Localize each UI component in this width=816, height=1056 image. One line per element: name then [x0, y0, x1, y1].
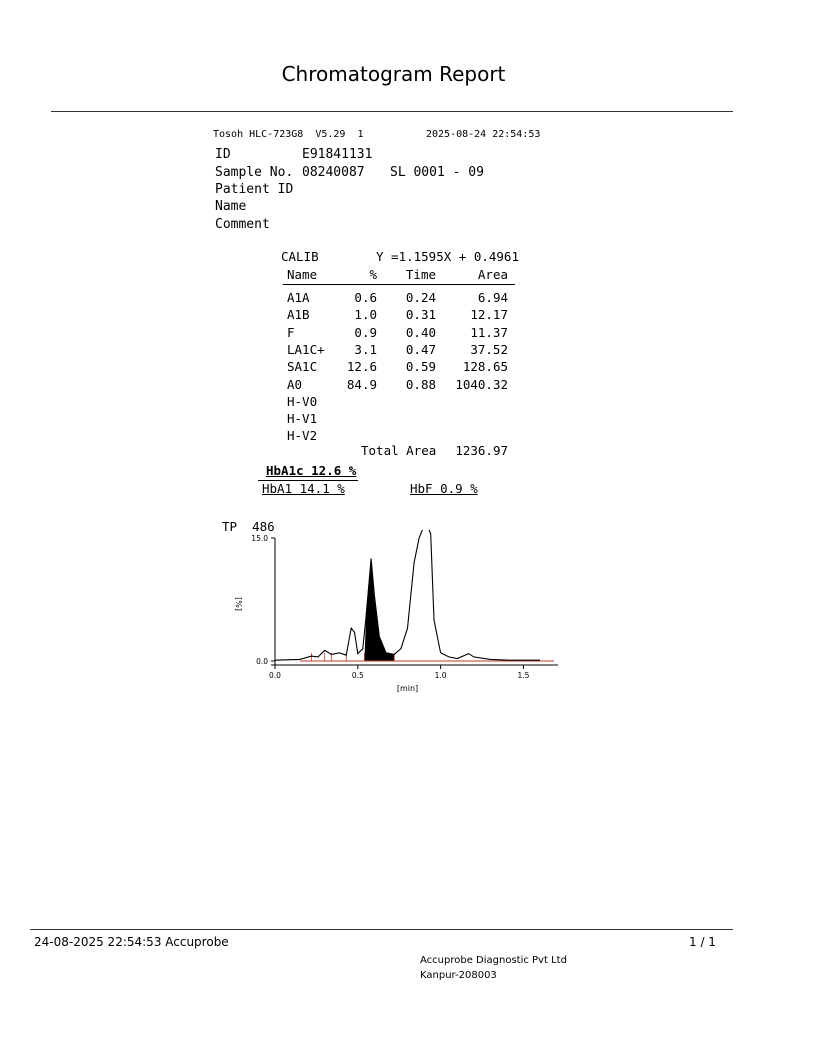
cell-area: 6.94: [477, 290, 508, 305]
id-label: ID: [215, 147, 231, 162]
cell-name: A1B: [287, 307, 310, 323]
y-tick-label: 15.0: [251, 534, 268, 543]
cell-name: SA1C: [287, 359, 318, 375]
chromatogram-trace: [275, 530, 540, 660]
cell-area: 128.65: [462, 359, 508, 375]
report-title: Chromatogram Report: [281, 62, 506, 86]
x-tick-label: 0.0: [269, 671, 281, 680]
col-header-area: Area: [477, 267, 508, 282]
calib-label: CALIB: [281, 249, 319, 264]
cell-area: 1040.32: [455, 376, 508, 392]
top-divider: [51, 111, 733, 112]
sample-no-value: 08240087: [302, 165, 365, 180]
hba1-result: HbA1 14.1 %: [262, 481, 345, 496]
cell-name: H-V1: [287, 411, 318, 427]
header-datetime: 2025-08-24 22:54:53: [426, 129, 541, 140]
name-label: Name: [215, 199, 247, 214]
y-axis-unit: [%]: [234, 597, 243, 611]
cell-pct: 0.9: [354, 324, 377, 340]
bottom-divider: [30, 929, 733, 930]
x-tick-label: 1.5: [517, 671, 530, 680]
col-header-time: Time: [405, 267, 436, 282]
cell-area: 12.17: [470, 307, 508, 323]
cell-time: 0.88: [405, 376, 436, 392]
sa1c-peak-fill: [364, 559, 394, 662]
cell-name: LA1C+: [287, 341, 325, 357]
x-tick-label: 0.5: [351, 671, 364, 680]
calib-equation: Y =1.1595X + 0.4961: [376, 249, 519, 264]
total-area-label: Total Area: [361, 443, 437, 458]
cell-area: 11.37: [470, 324, 508, 340]
chromatogram-chart: [220, 530, 570, 700]
x-axis-unit: [min]: [396, 684, 419, 693]
hba1c-result: HbA1c 12.6 %: [266, 463, 357, 478]
cell-name: H-V2: [287, 428, 318, 444]
cell-pct: 0.6: [354, 290, 377, 305]
y-tick-label: 0.0: [256, 657, 268, 666]
cell-time: 0.24: [405, 290, 436, 305]
cell-area: 37.52: [470, 341, 508, 357]
cell-time: 0.47: [405, 341, 436, 357]
company-name: Accuprobe Diagnostic Pvt Ltd: [420, 955, 567, 966]
cell-pct: 1.0: [354, 307, 377, 323]
print-info: 24-08-2025 22:54:53 Accuprobe: [34, 935, 229, 949]
cell-time: 0.40: [405, 324, 436, 340]
sample-no-label: Sample No.: [215, 165, 294, 180]
sl-value: SL 0001 - 09: [390, 165, 484, 180]
page-number: 1 / 1: [689, 935, 716, 949]
id-value: E91841131: [302, 147, 373, 162]
company-address: Kanpur-208003: [420, 970, 497, 981]
comment-label: Comment: [215, 217, 270, 232]
col-header-pct: %: [369, 267, 377, 282]
cell-pct: 84.9: [346, 376, 377, 392]
x-tick-label: 1.0: [434, 671, 447, 680]
cell-pct: 3.1: [354, 341, 377, 357]
cell-time: 0.59: [405, 359, 436, 375]
patient-id-label: Patient ID: [215, 182, 294, 197]
cell-name: F: [287, 324, 295, 340]
total-area-value: 1236.97: [455, 443, 508, 458]
table-header-rule: [283, 284, 515, 285]
col-header-name: Name: [287, 267, 318, 282]
tp-label: TP 486: [222, 519, 275, 534]
cell-time: 0.31: [405, 307, 436, 323]
hbf-result: HbF 0.9 %: [410, 481, 478, 496]
cell-name: H-V0: [287, 393, 318, 409]
instrument-label: Tosoh HLC-723G8 V5.29 1: [213, 129, 364, 140]
cell-pct: 12.6: [346, 359, 377, 375]
cell-name: A1A: [287, 290, 310, 305]
cell-name: A0: [287, 376, 303, 392]
